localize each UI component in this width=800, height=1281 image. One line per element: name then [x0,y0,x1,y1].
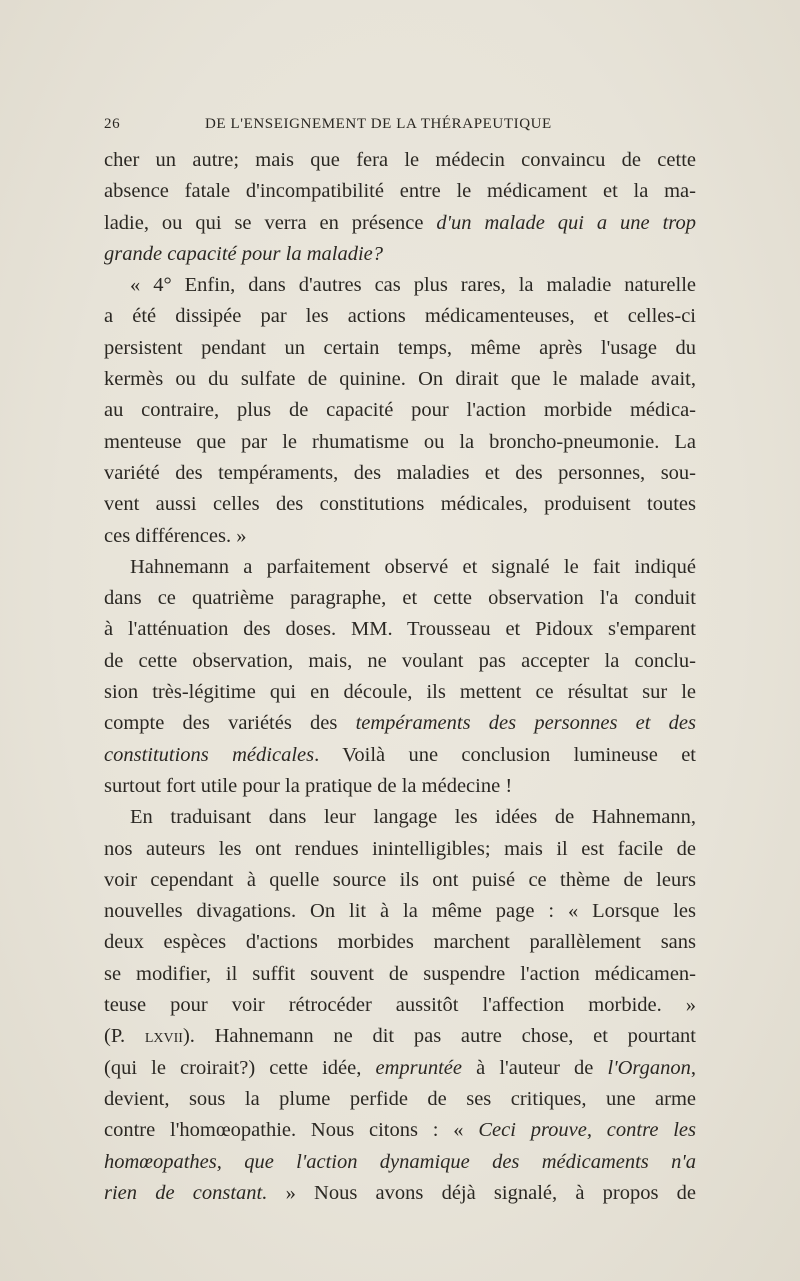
text-line [104,521,696,552]
text-run: ). Hahnemann ne dit pas autre chose, et pourtant [182,1025,696,1048]
text-run: menteuse que par le rhumatisme ou la broncho-pneumonie. La [104,430,696,453]
text-run: En traduisant dans leur langage les idées de Hahnemann, [130,806,696,829]
text-run: à l'atténuation des doses. MM. Trousseau et Pidoux s'emparent [104,618,696,641]
italic-text: rien de constant. [104,1181,268,1204]
text-line [104,301,696,332]
text-run: vent aussi celles des constitutions médicales, produisent toutes [104,493,696,516]
text-run: surtout fort utile pour la pratique de la médecine ! [104,774,513,797]
text-run: devient, sous la plume perfide de ses critiques, une arme [104,1087,696,1110]
text-line [104,1021,696,1052]
text-run: ladie, ou qui se verra en présence [104,211,437,234]
text-run: à l'auteur de [462,1056,608,1079]
text-line [104,740,696,771]
italic-text: d'un malade qui a une trop [436,211,696,234]
text-line [104,583,696,614]
text-run: cher un autre; mais que fera le médecin convaincu de cette [104,149,696,171]
text-run: « 4° Enfin, dans d'autres cas plus rares, la maladie naturelle [130,274,696,297]
text-run: voir cependant à quelle source ils ont puisé ce thème de leurs [104,868,696,891]
text-run: lxvii [144,1025,183,1048]
text-run: kermès ou du sulfate de quinine. On dirait que le malade avait, [104,368,696,391]
italic-text: constitutions médicales [104,743,315,766]
italic-text: empruntée [375,1056,462,1079]
text-run: a été dissipée par les actions médicamenteuses, et celles-ci [104,305,696,328]
text-line [104,427,696,458]
page-number: 26 [104,116,121,132]
text-run: se modifier, il suffit souvent de suspendre l'action médicamen- [104,962,696,985]
text-line [104,176,696,207]
text-run: variété des tempéraments, des maladies et des personnes, sou- [104,461,696,484]
page-header [104,116,696,138]
text-line [104,677,696,708]
text-run: au contraire, plus de capacité pour l'action morbide médica- [104,399,696,422]
text-line [104,865,696,896]
text-run: absence fatale d'incompatibilité entre le médicament et la ma- [104,180,696,203]
text-line [104,1115,696,1146]
text-run: dans ce quatrième paragraphe, et cette observation l'a conduit [104,587,696,610]
body-text [104,145,696,1209]
text-line [104,896,696,927]
text-line [104,614,696,645]
text-run: nos auteurs les ont rendues inintelligibles; mais il est facile de [104,837,696,860]
text-line [104,802,696,833]
text-line [104,646,696,677]
text-line [104,1178,696,1209]
text-line [104,1147,696,1178]
text-run: nouvelles divagations. On lit à la même page : « Lorsque les [104,900,696,923]
text-run: compte des variétés des [104,712,356,735]
italic-text: tempéraments des personnes et des [355,712,696,735]
text-line [104,771,696,802]
text-line [104,1053,696,1084]
text-run: . Voilà une conclusion lumineuse et [314,743,696,766]
text-line [104,395,696,426]
text-run: persistent pendant un certain temps, même après l'usage du [104,336,696,359]
text-line [104,708,696,739]
text-line [104,489,696,520]
text-line [104,927,696,958]
text-run: ces différences. » [104,524,247,547]
text-run: sion très-légitime qui en découle, ils mettent ce résultat sur le [104,681,696,704]
text-line [104,834,696,865]
text-run: (P. [104,1025,145,1048]
italic-text: grande capacité pour la maladie? [104,242,383,265]
text-line [104,552,696,583]
text-run: (qui le croirait?) cette idée, [104,1056,376,1079]
text-run: teuse pour voir rétrocéder aussitôt l'affection morbide. » [104,994,696,1017]
italic-text: Ceci prouve, contre les [478,1119,696,1142]
text-run: , [690,1056,696,1079]
text-run: contre l'homœopathie. Nous citons : « [104,1119,479,1142]
text-line [104,145,696,176]
text-run: de cette observation, mais, ne voulant pas accepter la conclu- [104,649,696,672]
text-line [104,364,696,395]
text-run: Hahnemann a parfaitement observé et signalé le fait indiqué [130,555,696,578]
text-run: » Nous avons déjà signalé, à propos de [267,1181,696,1204]
text-line [104,333,696,364]
text-line [104,990,696,1021]
text-line [104,458,696,489]
text-line [104,208,696,239]
text-line [104,270,696,301]
italic-text: homœopathes, que l'action dynamique des médicaments n'a [104,1150,696,1173]
running-title: DE L'ENSEIGNEMENT DE LA THÉRAPEUTIQUE [205,116,552,132]
text-line [104,239,696,270]
text-line [104,959,696,990]
text-line [104,1084,696,1115]
text-run: deux espèces d'actions morbides marchent parallèlement sans [104,931,696,954]
italic-text: l'Organon [607,1056,691,1079]
